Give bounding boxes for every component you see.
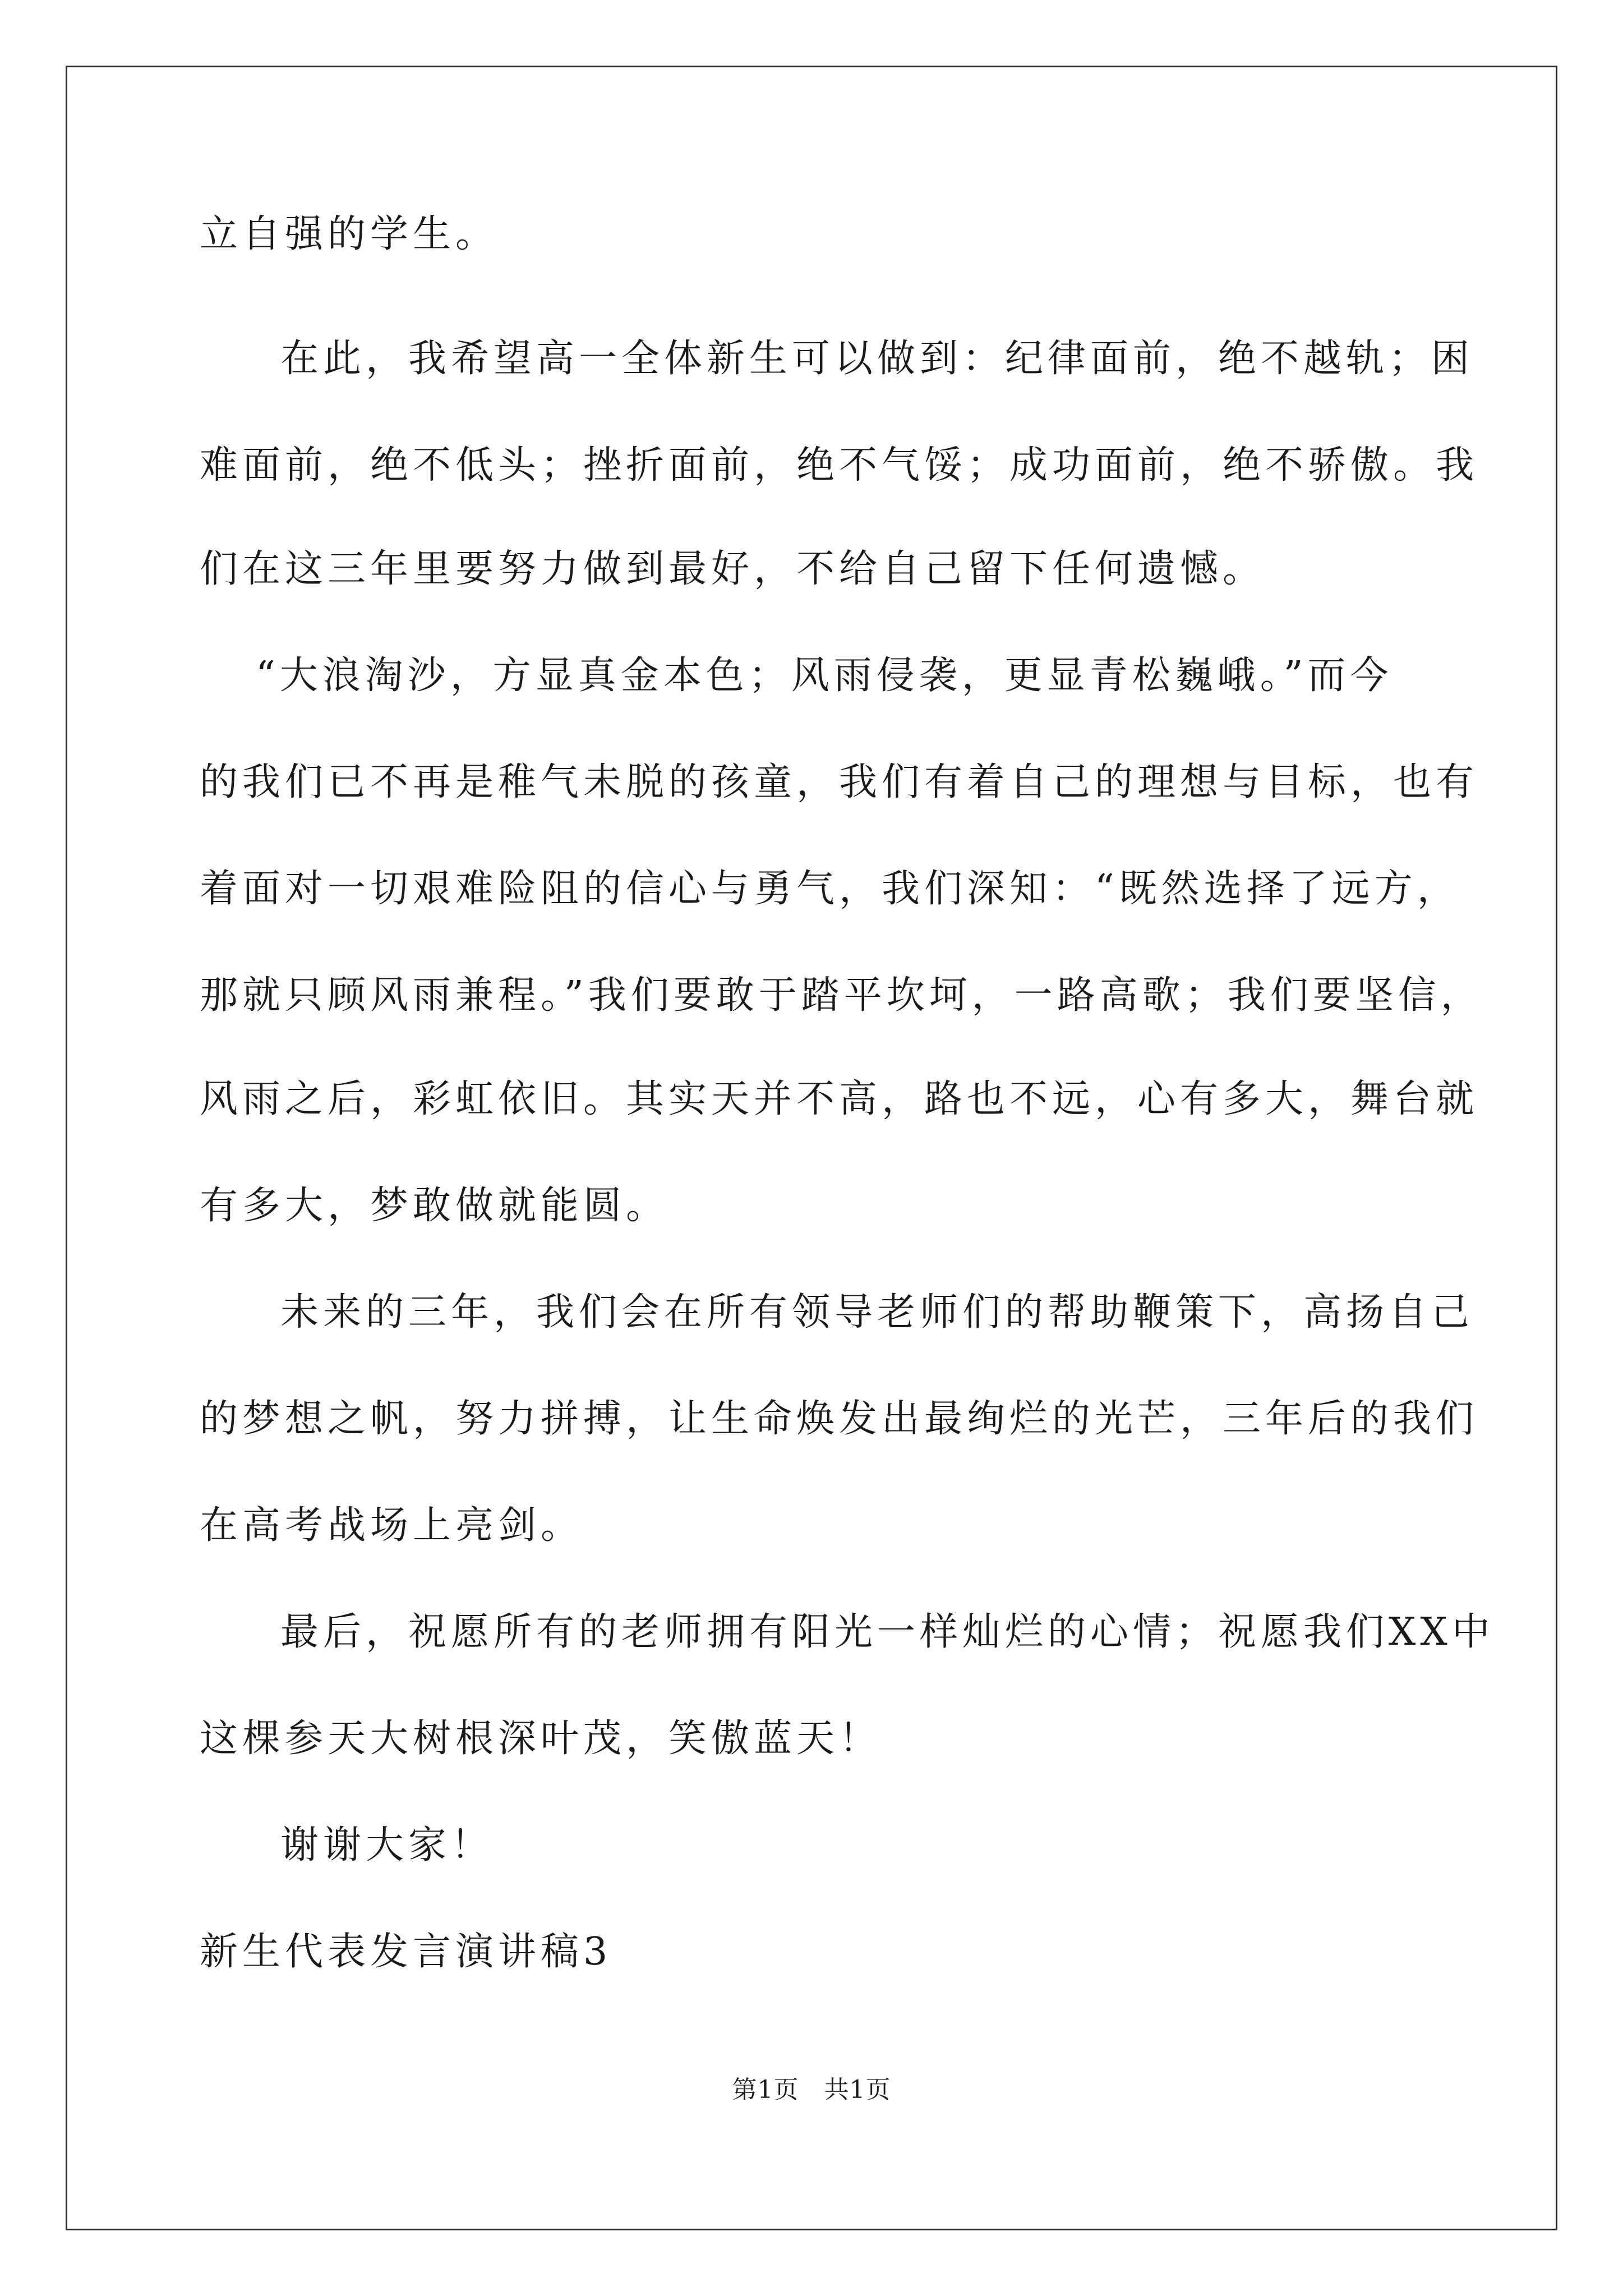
page-border [66, 66, 1557, 2230]
section-heading: 新生代表发言演讲稿3 [200, 1930, 612, 1974]
paragraph-start-line: “大浪淘沙，方显真金本色；风雨侵袭，更显青松巍峨。”而今 [256, 654, 1393, 698]
text-line: 们在这三年里要努力做到最好，不给自己留下任何遗憾。 [200, 547, 1266, 591]
text-line: 在高考战场上亮剑。 [200, 1503, 584, 1548]
text-line: 的梦想之帆，努力拼搏，让生命焕发出最绚烂的光芒，三年后的我们 [200, 1397, 1479, 1441]
paragraph-start-line: 最后，祝愿所有的老师拥有阳光一样灿烂的心情；祝愿我们XX中 [280, 1610, 1495, 1654]
text-line: 难面前，绝不低头；挫折面前，绝不气馁；成功面前，绝不骄傲。我 [200, 443, 1479, 487]
page-footer: 第1页 共1页 [732, 2076, 891, 2104]
text-line: 风雨之后，彩虹依旧。其实天并不高，路也不远，心有多大，舞台就 [200, 1077, 1479, 1121]
text-line: 的我们已不再是稚气未脱的孩童，我们有着自己的理想与目标，也有 [200, 760, 1479, 804]
text-line: 有多大，梦敢做就能圆。 [200, 1184, 669, 1228]
text-line: 那就只顾风雨兼程。”我们要敢于踏平坎坷，一路高歌；我们要坚信， [200, 973, 1483, 1018]
paragraph-start-line: 在此，我希望高一全体新生可以做到：纪律面前，绝不越轨；困 [280, 337, 1474, 381]
paragraph-start-line: 谢谢大家！ [280, 1823, 494, 1867]
text-line: 着面对一切艰难险阻的信心与勇气，我们深知：“既然选择了远方， [200, 867, 1460, 911]
paragraph-start-line: 未来的三年，我们会在所有领导老师们的帮助鞭策下，高扬自己 [280, 1290, 1474, 1335]
text-line: 这棵参天大树根深叶茂，笑傲蓝天！ [200, 1717, 882, 1761]
text-line: 立自强的学生。 [200, 212, 499, 256]
